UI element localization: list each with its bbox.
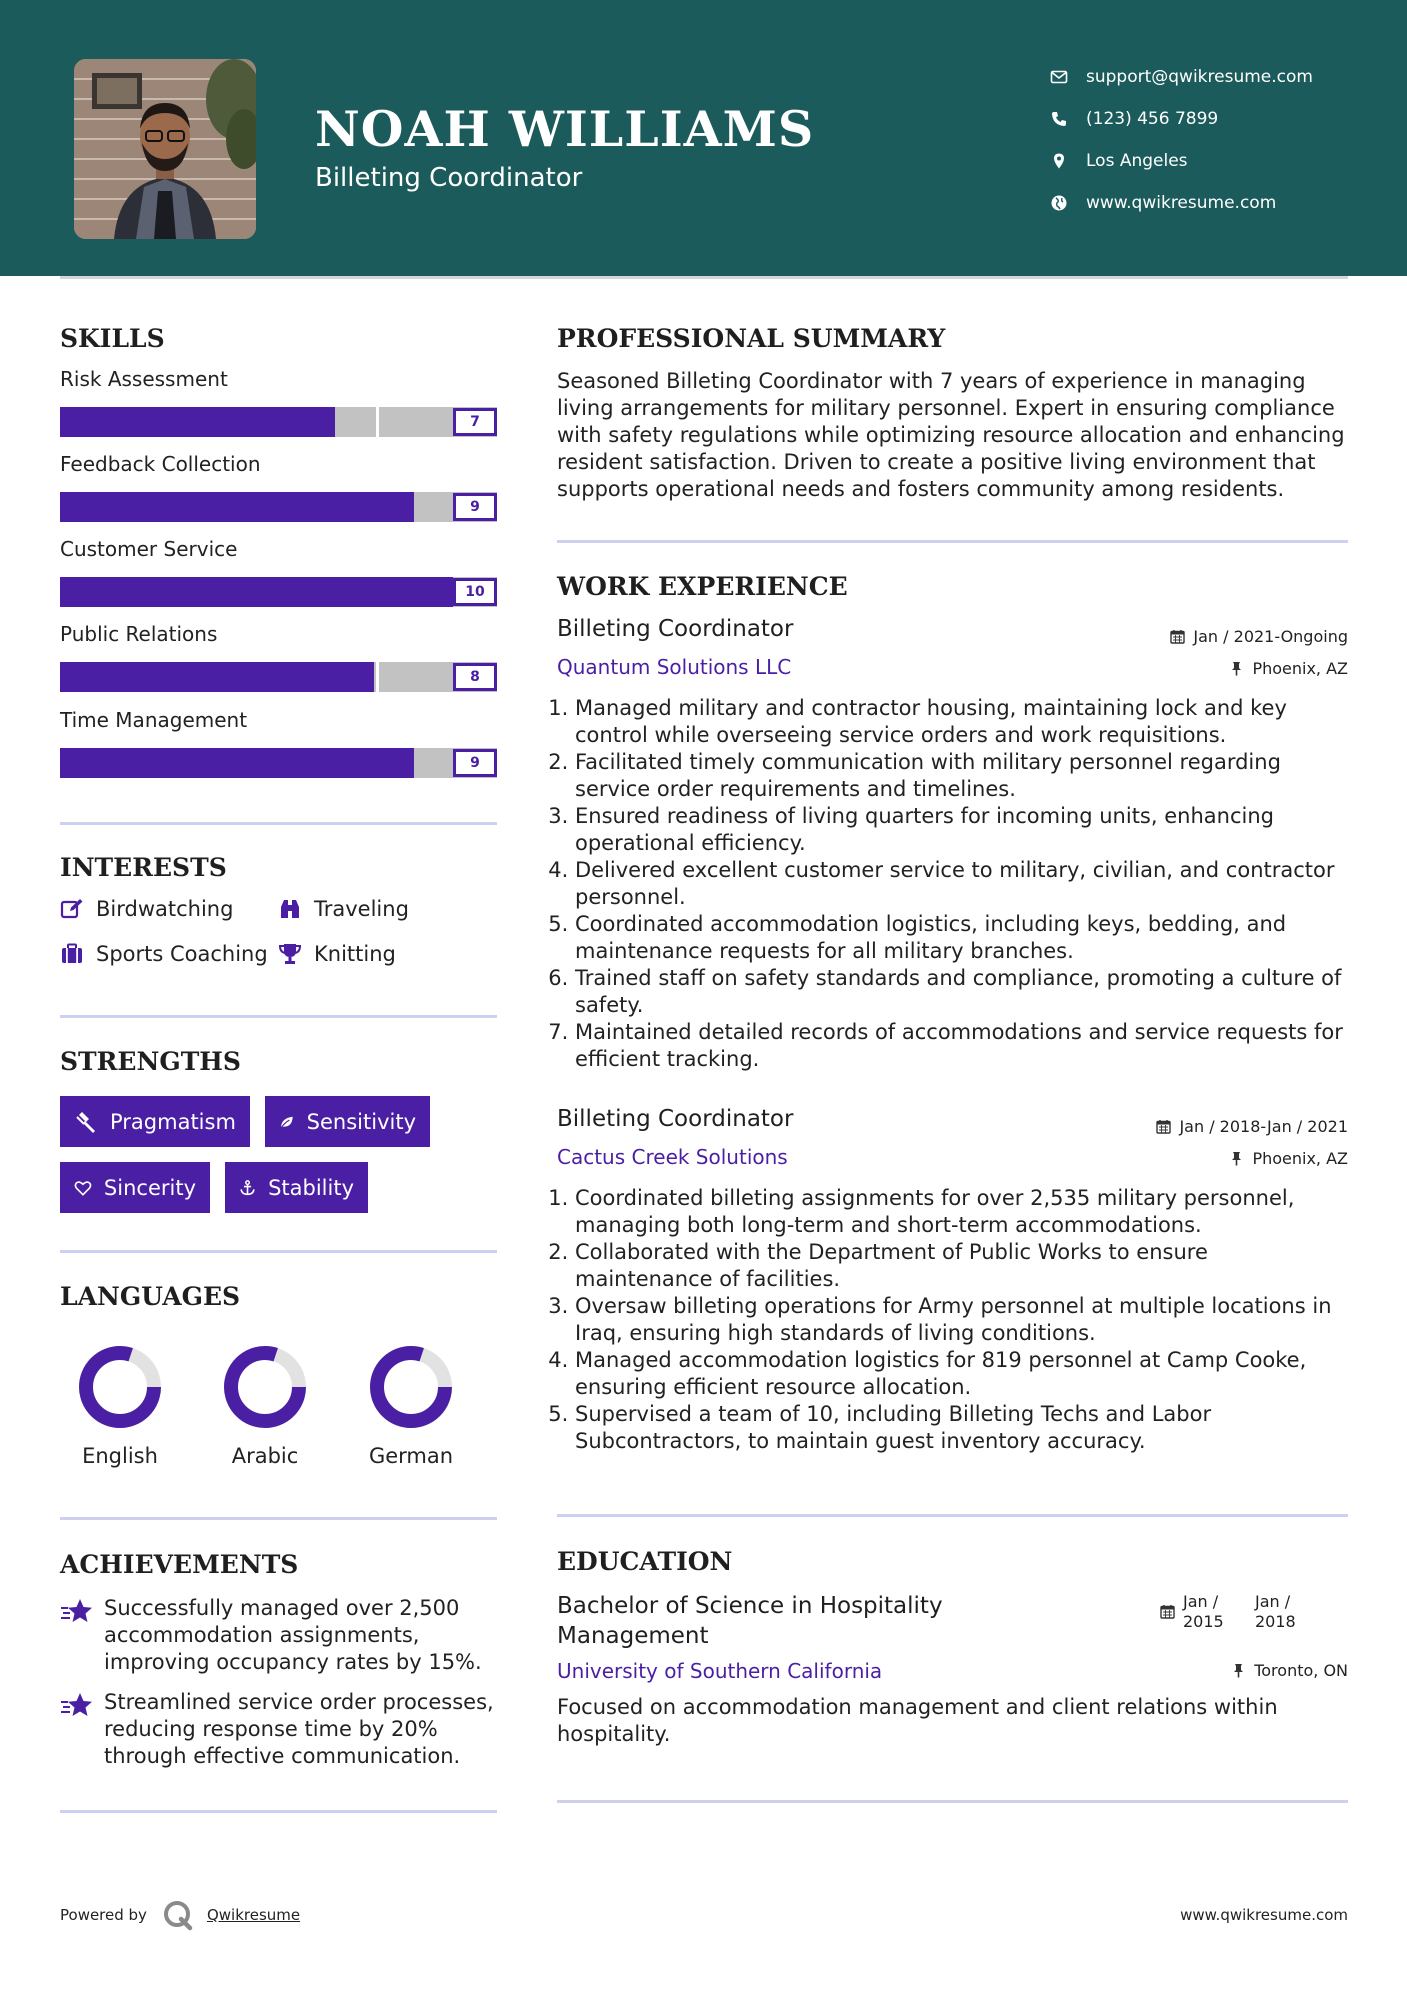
language-item bbox=[351, 1342, 471, 1468]
skill-level-bar bbox=[60, 492, 497, 522]
strengths-divider bbox=[60, 1250, 497, 1253]
strength-badge bbox=[225, 1162, 368, 1213]
job-bullet: 1. Coordinated billeting assignments for over 2,535 military personnel, managing both long-term and short-term accommodations. bbox=[575, 1185, 1352, 1239]
interest-label: Sports Coaching bbox=[96, 942, 268, 966]
summary-heading: PROFESSIONAL SUMMARY bbox=[557, 324, 946, 353]
pushpin-icon bbox=[1229, 661, 1244, 676]
calendar-icon bbox=[1170, 629, 1185, 644]
education-heading: EDUCATION bbox=[557, 1547, 733, 1576]
skill-bar-separator bbox=[297, 662, 300, 692]
contact-location-text: Los Angeles bbox=[1086, 151, 1188, 171]
skill-bar-separator bbox=[218, 492, 221, 522]
education-divider bbox=[557, 1800, 1348, 1803]
education-dates bbox=[1160, 1592, 1299, 1632]
skill-level-fill bbox=[60, 748, 414, 778]
achievement-text: Successfully managed over 2,500 accommodation assignments, improving occupancy rates by 15%. bbox=[104, 1596, 482, 1674]
skill-score: 10 bbox=[453, 578, 497, 606]
summary-text: Seasoned Billeting Coordinator with 7 years of experience in managing living arrangements for military personnel. Expert in ensuring compliance with safety regulations while optimizing resource allocation and enhancing resident satisfaction. Driven to create a positive living environment that supports operational needs and fosters community among residents. bbox=[557, 369, 1345, 501]
skill-level-fill bbox=[60, 577, 453, 607]
skills-heading: SKILLS bbox=[60, 324, 165, 353]
job-bullet: 4. Delivered excellent customer service to military, civilian, and contractor personnel. bbox=[575, 857, 1352, 911]
skill-bar-separator bbox=[376, 748, 379, 778]
footer-url[interactable]: www.qwikresume.com bbox=[1180, 1906, 1348, 1924]
education-start-date: Jan / 2015 bbox=[1183, 1592, 1224, 1631]
job-bullet-list bbox=[557, 695, 1352, 1073]
skill-bar-separator bbox=[218, 748, 221, 778]
language-name: German bbox=[368, 1444, 454, 1468]
brand-link[interactable]: Qwikresume bbox=[206, 1906, 301, 1924]
skill-bar-separator bbox=[376, 662, 379, 692]
skill-bar-separator bbox=[218, 577, 221, 607]
degree-title: Bachelor of Science in Hospitality Management bbox=[557, 1593, 943, 1649]
skill-level-bar bbox=[60, 407, 497, 437]
strength-label: Sensitivity bbox=[306, 1109, 416, 1134]
globe-icon bbox=[1050, 194, 1068, 212]
strength-badge bbox=[60, 1096, 250, 1147]
skill-bar-separator bbox=[139, 748, 142, 778]
skill-bar-separator bbox=[297, 577, 300, 607]
skill-score: 7 bbox=[453, 408, 497, 436]
strength-label: Sincerity bbox=[103, 1175, 196, 1200]
trophy-icon bbox=[278, 942, 302, 966]
skill-name: Feedback Collection bbox=[60, 452, 261, 476]
company-name: Quantum Solutions LLC bbox=[557, 655, 792, 679]
languages-divider bbox=[60, 1517, 497, 1520]
job-dates bbox=[1156, 1117, 1348, 1136]
school-name: University of Southern California bbox=[557, 1659, 883, 1683]
company-name: Cactus Creek Solutions bbox=[557, 1145, 788, 1169]
job-title: Billeting Coordinator bbox=[557, 616, 794, 642]
strength-badge bbox=[265, 1096, 430, 1147]
interests-heading: INTERESTS bbox=[60, 853, 227, 882]
job-bullet: 3. Oversaw billeting operations for Army personnel at multiple locations in Iraq, ensuring high standards of living conditions. bbox=[575, 1293, 1352, 1347]
summary-divider bbox=[557, 540, 1348, 543]
skill-bar-separator bbox=[376, 577, 379, 607]
languages-heading: LANGUAGES bbox=[60, 1282, 241, 1311]
contact-website[interactable] bbox=[1050, 182, 1313, 224]
contact-phone-text: (123) 456 7899 bbox=[1086, 109, 1219, 129]
job-bullet: 5. Coordinated accommodation logistics, including keys, bedding, and maintenance requests for all military branches. bbox=[575, 911, 1352, 965]
footer-powered-by bbox=[60, 1898, 300, 1932]
language-name: Arabic bbox=[231, 1444, 299, 1468]
job-bullet: 3. Ensured readiness of living quarters for incoming units, enhancing operational efficiency. bbox=[575, 803, 1352, 857]
strength-label: Pragmatism bbox=[110, 1109, 236, 1134]
map-pin-icon bbox=[1050, 152, 1068, 170]
skill-bar-separator bbox=[376, 492, 379, 522]
language-level-ring bbox=[75, 1342, 165, 1432]
education-location-text: Toronto, ON bbox=[1254, 1661, 1348, 1680]
interests-divider bbox=[60, 1015, 497, 1018]
interest-label: Traveling bbox=[314, 897, 409, 921]
skill-name: Time Management bbox=[60, 708, 248, 732]
achievements-divider bbox=[60, 1810, 497, 1813]
skill-name: Customer Service bbox=[60, 537, 238, 561]
strength-label: Stability bbox=[268, 1175, 354, 1200]
skill-score: 8 bbox=[453, 663, 497, 691]
star-icon bbox=[60, 1691, 94, 1721]
contact-website-text: www.qwikresume.com bbox=[1086, 193, 1277, 213]
education-location bbox=[1231, 1661, 1348, 1680]
job-bullet: 2. Collaborated with the Department of Public Works to ensure maintenance of facilities. bbox=[575, 1239, 1352, 1293]
job-location bbox=[1229, 1149, 1348, 1168]
interest-label: Knitting bbox=[314, 942, 396, 966]
job-bullet: 4. Managed accommodation logistics for 819 personnel at Camp Cooke, ensuring efficient resource allocation. bbox=[575, 1347, 1352, 1401]
powered-by-text: Powered by bbox=[60, 1906, 147, 1924]
contact-email[interactable] bbox=[1050, 56, 1313, 98]
language-name: English bbox=[82, 1444, 158, 1468]
job-dates bbox=[1170, 627, 1348, 646]
heart-icon bbox=[74, 1176, 92, 1200]
skill-bar-separator bbox=[139, 577, 142, 607]
achievement-text: Streamlined service order processes, reducing response time by 20% through effective communication. bbox=[104, 1690, 494, 1768]
phone-icon bbox=[1050, 110, 1068, 128]
calendar-icon bbox=[1160, 1604, 1175, 1619]
achievement-item bbox=[60, 1689, 500, 1770]
education-text: Focused on accommodation management and client relations within hospitality. bbox=[557, 1695, 1278, 1746]
interest-label: Birdwatching bbox=[96, 897, 234, 921]
star-icon bbox=[60, 1597, 94, 1627]
language-item bbox=[205, 1342, 325, 1468]
skill-bar-separator bbox=[139, 662, 142, 692]
strengths-heading: STRENGTHS bbox=[60, 1047, 241, 1076]
experience-heading: WORK EXPERIENCE bbox=[557, 572, 848, 601]
language-level-ring bbox=[366, 1342, 456, 1432]
experience-divider bbox=[557, 1514, 1348, 1517]
skill-level-bar bbox=[60, 662, 497, 692]
language-level-ring bbox=[220, 1342, 310, 1432]
skill-bar-separator bbox=[218, 662, 221, 692]
job-dates-text: Jan / 2018-Jan / 2021 bbox=[1179, 1117, 1348, 1136]
skill-bar-separator bbox=[139, 407, 142, 437]
gavel-icon bbox=[74, 1110, 98, 1134]
skill-level-bar bbox=[60, 577, 497, 607]
skill-name: Public Relations bbox=[60, 622, 218, 646]
contact-list bbox=[1050, 56, 1313, 224]
skill-bar-separator bbox=[297, 407, 300, 437]
job-bullet: 7. Maintained detailed records of accommodations and service requests for efficient tracking. bbox=[575, 1019, 1352, 1073]
qwikresume-logo-icon bbox=[161, 1898, 195, 1932]
pushpin-icon bbox=[1229, 1151, 1244, 1166]
skill-bar-separator bbox=[297, 492, 300, 522]
interest-item bbox=[60, 942, 268, 966]
contact-location bbox=[1050, 140, 1313, 182]
contact-phone[interactable] bbox=[1050, 98, 1313, 140]
job-bullet: 2. Facilitated timely communication with military personnel regarding service order requirements and timelines. bbox=[575, 749, 1352, 803]
pushpin-icon bbox=[1231, 1663, 1246, 1678]
edit-icon bbox=[60, 897, 84, 921]
briefcase-icon bbox=[60, 942, 84, 966]
candidate-name: NOAH WILLIAMS bbox=[315, 100, 815, 158]
strength-badge bbox=[60, 1162, 210, 1213]
achievement-item bbox=[60, 1595, 500, 1676]
job-location-text: Phoenix, AZ bbox=[1252, 659, 1348, 678]
leaf-icon bbox=[279, 1110, 295, 1134]
achievements-heading: ACHIEVEMENTS bbox=[60, 1550, 299, 1579]
candidate-role: Billeting Coordinator bbox=[315, 163, 583, 193]
binoculars-icon bbox=[278, 897, 302, 921]
job-bullet: 5. Supervised a team of 10, including Billeting Techs and Labor Subcontractors, to maintain guest inventory accuracy. bbox=[575, 1401, 1352, 1455]
job-title: Billeting Coordinator bbox=[557, 1106, 794, 1132]
skill-bar-separator bbox=[139, 492, 142, 522]
job-bullet: 6. Trained staff on safety standards and compliance, promoting a culture of safety. bbox=[575, 965, 1352, 1019]
profile-photo bbox=[74, 59, 256, 239]
skill-level-fill bbox=[60, 407, 335, 437]
skill-level-bar bbox=[60, 748, 497, 778]
job-location bbox=[1229, 659, 1348, 678]
skill-item bbox=[60, 708, 497, 778]
job-dates-text: Jan / 2021-Ongoing bbox=[1193, 627, 1348, 646]
education-end-date: Jan / 2018 bbox=[1255, 1592, 1296, 1631]
language-item bbox=[60, 1342, 180, 1468]
skill-item bbox=[60, 452, 497, 522]
job-bullet-list bbox=[557, 1185, 1352, 1455]
job-bullet: 1. Managed military and contractor housing, maintaining lock and key control while overseeing service orders and work requisitions. bbox=[575, 695, 1352, 749]
anchor-icon bbox=[239, 1176, 256, 1200]
envelope-icon bbox=[1050, 68, 1068, 86]
skill-name: Risk Assessment bbox=[60, 367, 228, 391]
contact-email-text: support@qwikresume.com bbox=[1086, 67, 1313, 87]
interest-item bbox=[60, 897, 233, 921]
job-location-text: Phoenix, AZ bbox=[1252, 1149, 1348, 1168]
header-rule bbox=[60, 276, 1348, 279]
skill-score: 9 bbox=[453, 493, 497, 521]
interest-item bbox=[278, 897, 409, 921]
skills-divider bbox=[60, 822, 497, 825]
skill-bar-separator bbox=[297, 748, 300, 778]
interest-item bbox=[278, 942, 396, 966]
skill-bar-separator bbox=[376, 407, 379, 437]
skill-item bbox=[60, 622, 497, 692]
skill-score: 9 bbox=[453, 749, 497, 777]
skill-item bbox=[60, 537, 497, 607]
skill-level-fill bbox=[60, 492, 414, 522]
skill-item bbox=[60, 367, 497, 437]
calendar-icon bbox=[1156, 1119, 1171, 1134]
skill-bar-separator bbox=[218, 407, 221, 437]
